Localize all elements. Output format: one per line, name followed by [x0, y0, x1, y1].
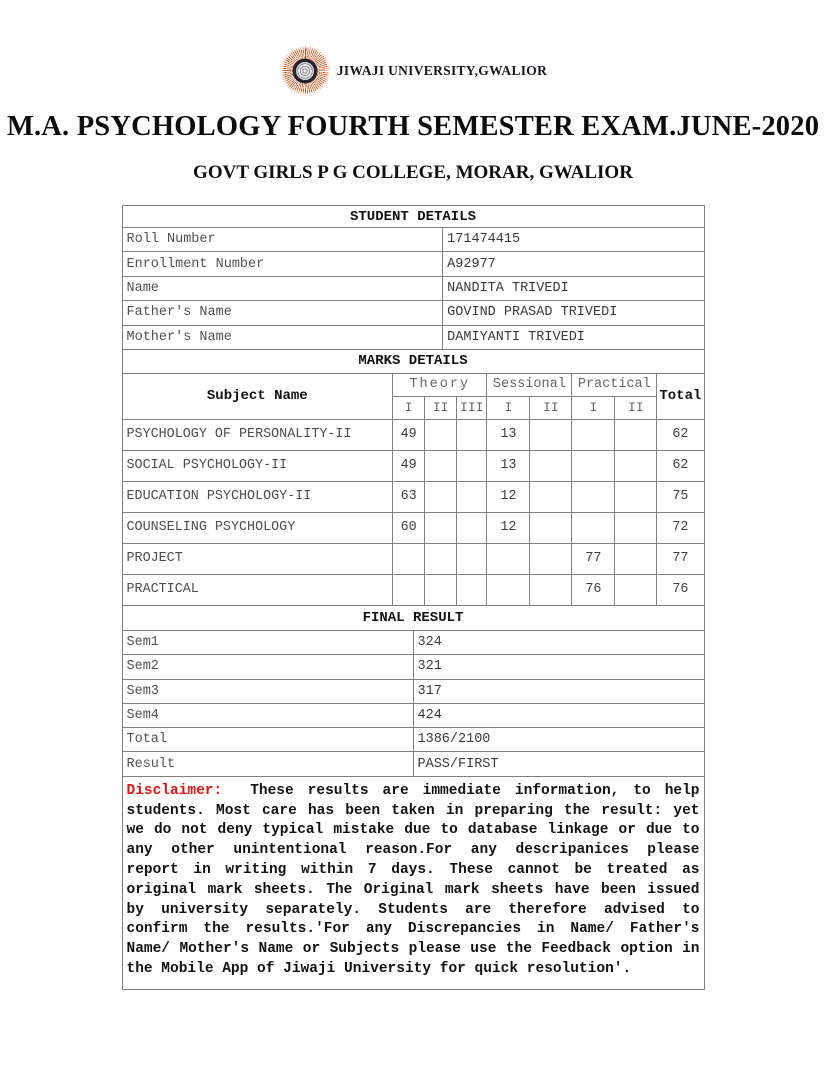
- practical-2-mark: [614, 512, 656, 543]
- university-name: JIWAJI UNIVERSITY,GWALIOR: [336, 62, 548, 78]
- total-mark: 77: [656, 543, 703, 574]
- theory-1-mark: [392, 543, 424, 574]
- theory-3-mark: [456, 543, 486, 574]
- theory-1-mark: [392, 574, 424, 605]
- result-sheet: [122, 205, 705, 990]
- mother-name-value: DAMIYANTI TRIVEDI: [442, 325, 703, 349]
- practical-1-mark: [571, 419, 614, 450]
- sessional-2-mark: [529, 481, 571, 512]
- theory-2-mark: [424, 512, 456, 543]
- mother-name-label: Mother's Name: [122, 325, 443, 349]
- subject-name: PRACTICAL: [122, 574, 393, 605]
- col-header-total: Total: [656, 373, 703, 419]
- sessional-2-mark: [529, 450, 571, 481]
- practical-1-mark: 76: [571, 574, 614, 605]
- practical-1-mark: [571, 512, 614, 543]
- theory-3-mark: [456, 574, 486, 605]
- practical-2-mark: [614, 419, 656, 450]
- theory-3-mark: [456, 450, 486, 481]
- sessional-2-mark: [529, 512, 571, 543]
- university-seal-icon: [279, 44, 332, 97]
- total-mark: 62: [656, 419, 703, 450]
- total-mark: 72: [656, 512, 703, 543]
- theory-2-mark: [424, 543, 456, 574]
- practical-1-mark: [571, 450, 614, 481]
- theory-1-mark: 63: [392, 481, 424, 512]
- sem1-value: 324: [413, 630, 704, 654]
- subject-name: PROJECT: [122, 543, 393, 574]
- roll-number-label: Roll Number: [122, 227, 443, 251]
- practical-2-mark: [614, 574, 656, 605]
- sem4-label: Sem4: [122, 703, 413, 727]
- disclaimer-block: [122, 776, 704, 989]
- enrollment-number-label: Enrollment Number: [122, 251, 443, 275]
- sessional-2-mark: [529, 574, 571, 605]
- practical-2-mark: [614, 450, 656, 481]
- subcol-sessional-1: I: [486, 396, 529, 419]
- col-header-subject-name: Subject Name: [122, 373, 393, 419]
- sem2-label: Sem2: [122, 654, 413, 678]
- sessional-1-mark: 13: [486, 419, 529, 450]
- sessional-1-mark: [486, 543, 529, 574]
- disclaimer-label: Disclaimer:: [126, 782, 223, 799]
- enrollment-number-value: A92977: [442, 251, 703, 275]
- practical-1-mark: 77: [571, 543, 614, 574]
- theory-3-mark: [456, 481, 486, 512]
- name-value: NANDITA TRIVEDI: [442, 276, 703, 300]
- disclaimer-text: These results are immediate information, to help students. Most care has been taken in preparing the result: yet we do not deny typical mistake due to database linkage or due to any other unintentional reason.For any descripanices please report in writing within 7 days. These cannot be treated as original mark sheets. The Original mark sheets have been issued by university separately. Students are therefore advised to confirm the results.'For any Discrepancies in Name/ Father's Name/ Mother's Name or Subjects please use the Feedback option in the Mobile App of Jiwaji University for quick resolution'.: [126, 782, 700, 977]
- sessional-1-mark: 12: [486, 512, 529, 543]
- theory-3-mark: [456, 419, 486, 450]
- sem4-value: 424: [413, 703, 704, 727]
- grand-total-value: 1386/2100: [413, 727, 704, 751]
- student-details-title: STUDENT DETAILS: [122, 205, 704, 227]
- theory-3-mark: [456, 512, 486, 543]
- total-mark: 75: [656, 481, 703, 512]
- sessional-1-mark: 13: [486, 450, 529, 481]
- sem2-value: 321: [413, 654, 704, 678]
- subcol-theory-1: I: [392, 396, 424, 419]
- marks-details-section: [122, 349, 704, 605]
- practical-2-mark: [614, 481, 656, 512]
- subcol-practical-2: II: [614, 396, 656, 419]
- name-label: Name: [122, 276, 443, 300]
- college-name: GOVT GIRLS P G COLLEGE, MORAR, GWALIOR: [193, 162, 633, 183]
- father-name-label: Father's Name: [122, 300, 443, 324]
- practical-1-mark: [571, 481, 614, 512]
- subcol-theory-3: III: [456, 396, 486, 419]
- total-mark: 62: [656, 450, 703, 481]
- father-name-value: GOVIND PRASAD TRIVEDI: [442, 300, 703, 324]
- final-result-title: FINAL RESULT: [122, 605, 704, 630]
- subject-name: SOCIAL PSYCHOLOGY-II: [122, 450, 393, 481]
- theory-2-mark: [424, 481, 456, 512]
- student-details-section: [122, 205, 704, 349]
- result-label: Result: [122, 751, 413, 775]
- sessional-2-mark: [529, 543, 571, 574]
- exam-title: M.A. PSYCHOLOGY FOURTH SEMESTER EXAM.JUNE-2020: [6, 111, 820, 142]
- sem1-label: Sem1: [122, 630, 413, 654]
- theory-1-mark: 49: [392, 450, 424, 481]
- col-header-practical: Practical: [571, 373, 656, 396]
- theory-2-mark: [424, 450, 456, 481]
- practical-2-mark: [614, 543, 656, 574]
- sem3-value: 317: [413, 679, 704, 703]
- final-result-section: [122, 605, 704, 776]
- sessional-1-mark: [486, 574, 529, 605]
- theory-1-mark: 60: [392, 512, 424, 543]
- seal-core-icon: [296, 62, 314, 80]
- col-header-theory: Theory: [392, 373, 486, 396]
- theory-2-mark: [424, 419, 456, 450]
- marks-details-title: MARKS DETAILS: [122, 349, 704, 373]
- subject-name: PSYCHOLOGY OF PERSONALITY-II: [122, 419, 393, 450]
- subcol-practical-1: I: [571, 396, 614, 419]
- theory-2-mark: [424, 574, 456, 605]
- roll-number-value: 171474415: [442, 227, 703, 251]
- subcol-theory-2: II: [424, 396, 456, 419]
- subject-name: EDUCATION PSYCHOLOGY-II: [122, 481, 393, 512]
- sessional-1-mark: 12: [486, 481, 529, 512]
- grand-total-label: Total: [122, 727, 413, 751]
- theory-1-mark: 49: [392, 419, 424, 450]
- subcol-sessional-2: II: [529, 396, 571, 419]
- total-mark: 76: [656, 574, 703, 605]
- subject-name: COUNSELING PSYCHOLOGY: [122, 512, 393, 543]
- result-value: PASS/FIRST: [413, 751, 704, 775]
- sem3-label: Sem3: [122, 679, 413, 703]
- sessional-2-mark: [529, 419, 571, 450]
- col-header-sessional: Sessional: [486, 373, 571, 396]
- page-header: [0, 44, 826, 97]
